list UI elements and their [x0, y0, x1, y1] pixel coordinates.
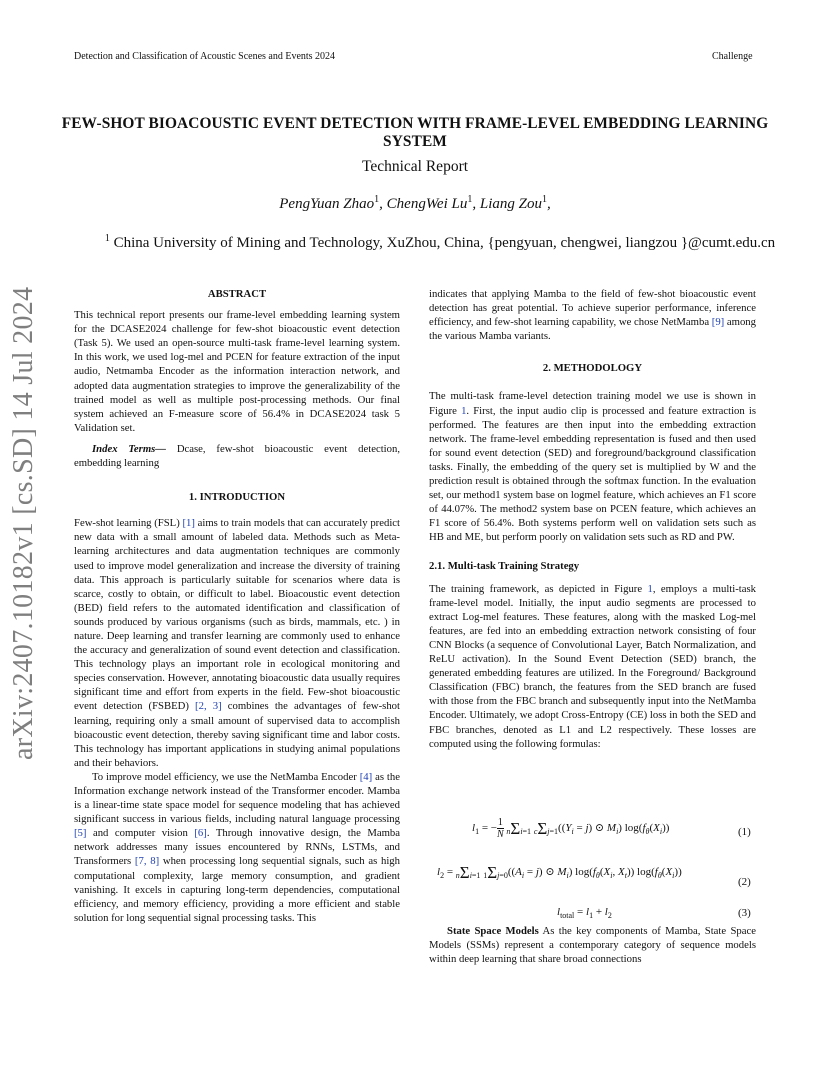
citation-link[interactable]: [7, 8]	[134, 855, 160, 868]
equation-2: $l_2 = n\Sigma i=1$ $1\Sigma j=0((A_i = j)$ ⊙ $M_i$) $\log(f_\theta(X_i$, $X_t$)) $\log(f_\theta(X_i))$	[437, 863, 682, 882]
citation-link[interactable]: [9]	[711, 316, 725, 329]
introduction-heading: 1. INTRODUCTION	[188, 491, 286, 504]
equation-number-1: (1)	[738, 826, 751, 838]
right-continuation-paragraph: indicates that applying Mamba to the field of few-shot bioacoustic event detection has great potential. To achieve superior performance, inference efficiency, and few-shot learning capability, we chose NetMamba [9] among the various Mamba variants.	[429, 288, 756, 343]
equation-3: $l_{total} = l_1 + l_2$	[557, 906, 612, 921]
method-paragraph-1: The multi-task frame-level detection training model we use is shown in Figure 1. First, the input audio clip is processed and feature extraction is performed. The features are then input into the embedding extraction network. The frame-level embedding representation is fused and then used for sound event detection (SED) and foreground/background classification tasks. Finally, the embedding of the query set is multiplied by W and the prediction result is obtained through the softmax function. In the evaluation set, our method1 system base on logmel feature, which achieves an F1 score of 44.07%. The method2 system base on PCEN feature, which achieves an F1 score of 56.4%. Both systems perform well on validation sets such as HB and ME, but perform poorly on validation sets such as RD and PW.	[429, 390, 756, 544]
subsection-heading: 2.1. Multi-task Training Strategy	[429, 559, 580, 572]
citation-link[interactable]: [1]	[182, 517, 195, 530]
ssm-paragraph: State Space Models As the key components of Mamba, State Space Models (SSMs) represent a contemporary category of sequence models within deep learning that share broad connections	[429, 925, 756, 966]
citation-link[interactable]: [5]	[74, 827, 87, 840]
methodology-heading: 2. METHODOLOGY	[542, 362, 643, 375]
arxiv-watermark: arXiv:2407.10182v1 [cs.SD] 14 Jul 2024	[8, 286, 39, 760]
method-paragraph-2: The training framework, as depicted in Figure 1, employs a multi-task frame-level model. Initially, the input audio segments are processed to extract Log-mel features. These features, along with the masked Log-mel features, are fed into an embedding extraction network consisting of four CNN Blocks (a sequence of Convolutional Layer, Batch Normalization, and ReLU activation). In the Sound Event Detection (SED) branch, the generated embedding features are utilized. In the Foreground/ Background Classification (FBC) branch, the features from the SED branch are fused with those from the FBC branch and subsequently input into the NetMamba Encoder. Ultimately, we adopt Cross-Entropy (CE) loss in both the SED and FBC branches, denoted as L1 and L2 respectively. These losses are computed using the following formulas:	[429, 582, 756, 750]
citation-link[interactable]: [4]	[359, 770, 373, 783]
intro-paragraph-2: To improve model efficiency, we use the NetMamba Encoder [4] as the Information exchange network instead of the Transformer encoder. Mamba is a linear-time state space model for sequence modeling that has achieved significant success in various fields, including natural language processing [5] and computer vision [6]. Through innovative design, the Mamba network addresses many issues encountered by RNNs, LSTMs, and Transformers [7, 8] when processing long sequential signals, such as high computational complexity, large memory consumption, and gradient vanishing. It excels in capturing long-term dependencies, computational efficiency, and memory efficiency, providing a more efficient and stable solution for long sequential signal processing tasks. This	[74, 770, 400, 924]
figure-link[interactable]: 1	[647, 582, 653, 595]
author-name: ChengWei Lu	[386, 196, 468, 212]
running-header-left: Detection and Classification of Acoustic Scenes and Events 2024	[74, 51, 336, 62]
citation-link[interactable]: [2, 3]	[195, 700, 222, 713]
equation-number-2: (2)	[738, 876, 751, 888]
right-column	[429, 287, 756, 751]
abstract-text: This technical report presents our frame-level embedding learning system for the DCASE2024 challenge for few-shot bioacoustic event detection (Task 5). We used an open-source multi-task frame-level learning system. In this work, we used log-mel and PCEN for feature extraction of the input audio, Netmamba Encoder as the information interaction network, and adopted data augmentation strategies to improve the generalizability of the trained model as well as multiple post-processing methods. Our final system achieved an F-measure score of 56.4% in DCASE2024 task 5 Validation set.	[74, 309, 400, 434]
citation-link[interactable]: [6]	[194, 827, 207, 840]
intro-paragraph-1: Few-shot learning (FSL) [1] aims to train models that can accurately predict new data with a small amount of labeled data. Methods such as Meta-learning architectures and data augmentation techniques are commonly used to improve model generalization and increase the diversity of training data. This approach is particularly suitable for scenarios where data is scarce, costly to obtain, or difficult to label. Bioacoustic event detection (BED) field refers to the automated identification and classification of sounds produced by various organisms (such as birds, mammals, etc. ) in nature. Deep learning and transfer learning are commonly used to enhance the accuracy and generalization of sound event detection and classification. This technology plays an important role in ecological monitoring and species conservation. However, annotating bioacoustic data usually requires significant time and effort from experts in the field. Few-shot bioacoustic event detection (FSBED) [2, 3] combines the advantages of few-shot learning, requiring only a small amount of supervised data to accomplish bioacoustic event detection, thereby saving significant time and labor costs. This technology has important applications in studying animal populations and their behaviors.	[74, 517, 400, 769]
equation-number-3: (3)	[738, 907, 751, 919]
affiliation: $^1$ China University of Mining and Technology, XuZhou, China, {pengyuan, chengwei, liangzou }@cumt.edu.cn	[104, 233, 776, 251]
equation-1: $l_1$ = − $\frac{1}{N}$ nΣi=1 $c\Sigma j=1((Y_i = j)$ ⊙ $M_i$) $\log(f_\theta(X_i))$	[472, 817, 670, 840]
author-name: Liang Zou	[479, 196, 542, 212]
running-header-right: Challenge	[712, 51, 753, 62]
paper-subtitle: Technical Report	[361, 158, 469, 175]
author-list: PengYuan Zhao$^1$, ChengWei Lu$^1$, Liang Zou$^1$,	[279, 194, 551, 212]
index-terms: Index Terms— Dcase, few-shot bioacoustic event detection, embedding learning	[74, 442, 400, 470]
ssm-paragraph-block	[429, 924, 756, 966]
abstract-heading: ABSTRACT	[207, 288, 267, 300]
figure-link[interactable]: 1	[461, 404, 467, 417]
author-name: PengYuan Zhao	[279, 196, 375, 212]
left-column	[74, 287, 400, 925]
paper-title: FEW-SHOT BIOACOUSTIC EVENT DETECTION WITH FRAME-LEVEL EMBEDDING LEARNING SYSTEM	[61, 115, 769, 150]
